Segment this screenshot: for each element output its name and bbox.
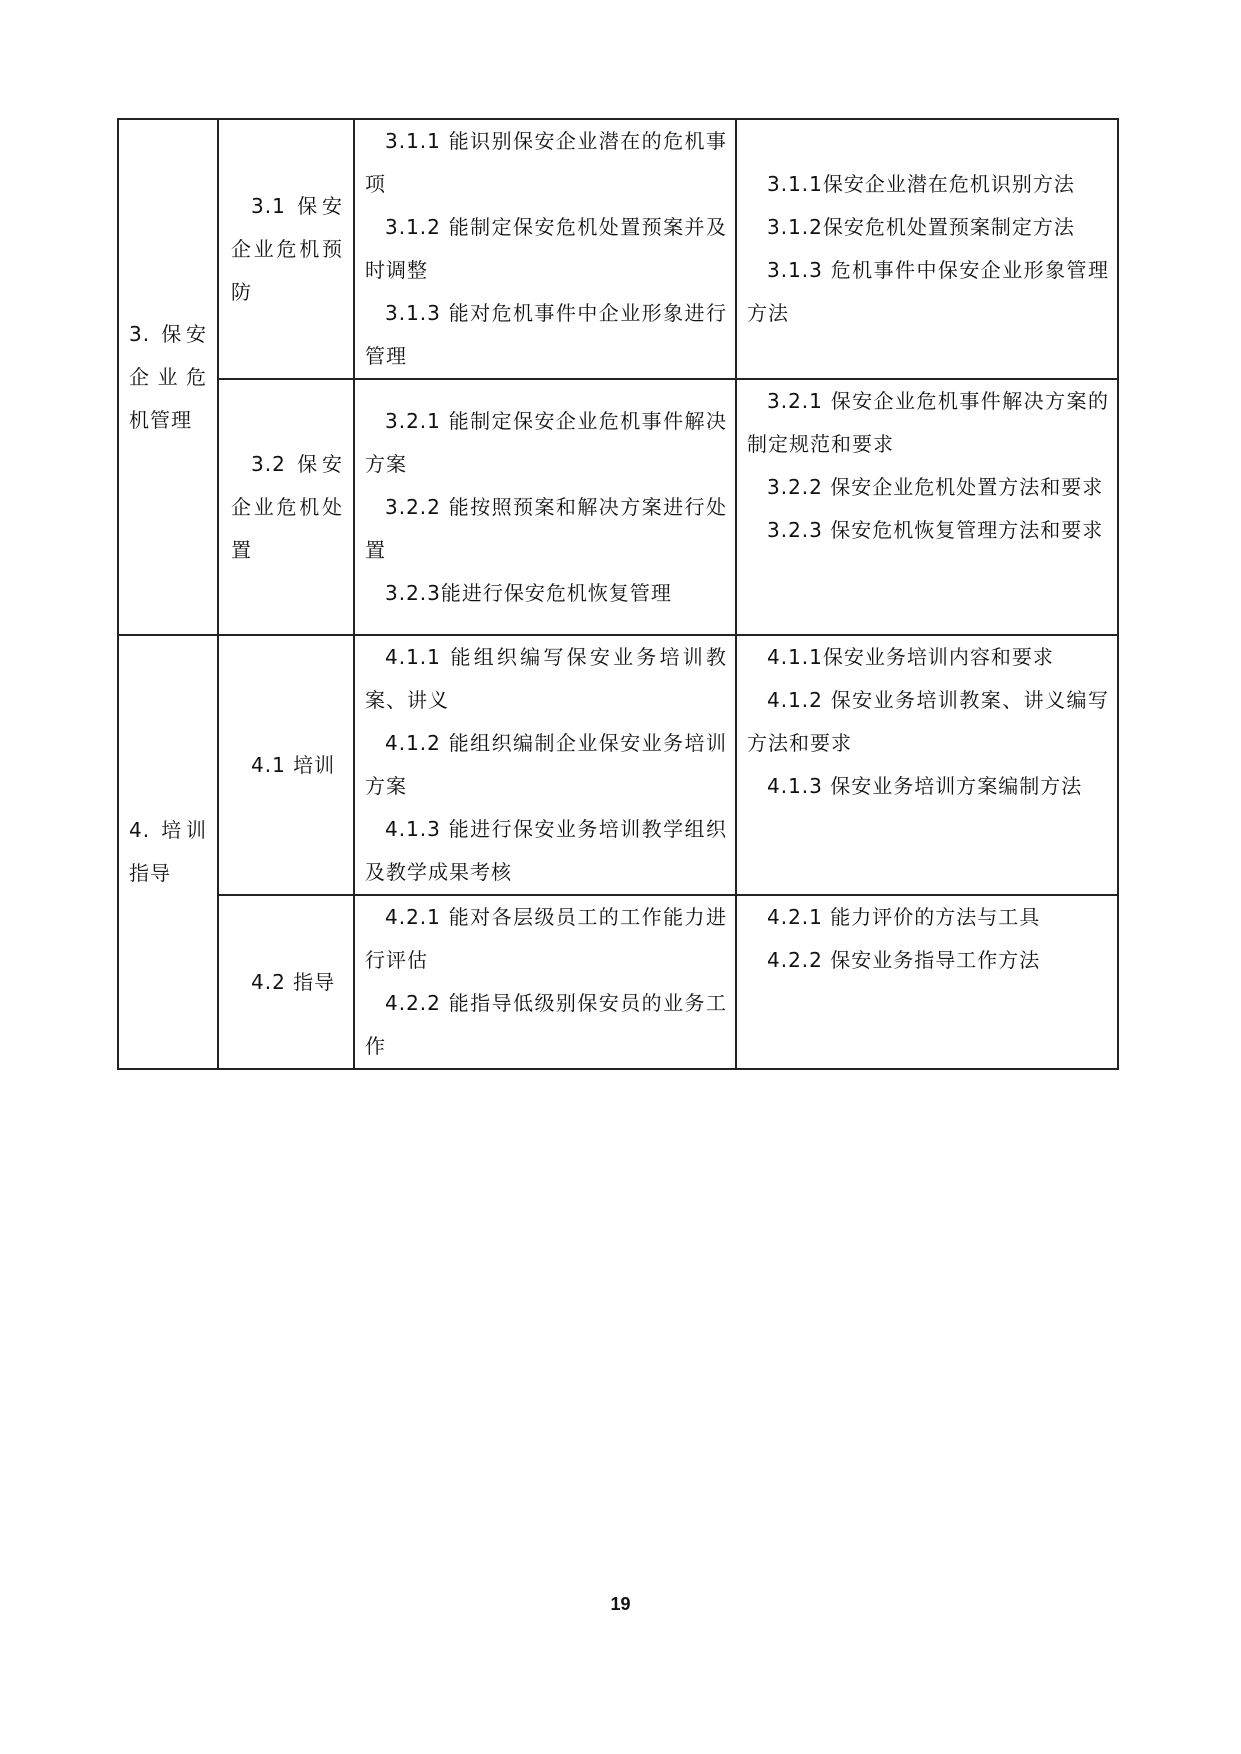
knowledge-item: 3.1.1保安企业潜在危机识别方法 xyxy=(767,172,1075,196)
subcategory-label: 4.1 培训 xyxy=(251,752,336,777)
knowledge-cell xyxy=(736,379,1118,635)
knowledge-item: 3.1.2保安危机处置预案制定方法 xyxy=(767,215,1075,239)
table-row xyxy=(118,119,1118,379)
category-cell xyxy=(118,635,218,1069)
subcategory-cell xyxy=(218,635,354,895)
category-label: 3. 保安企业危机管理 xyxy=(129,321,207,432)
table-row xyxy=(118,635,1118,895)
page-number: 19 xyxy=(610,1594,631,1614)
knowledge-cell xyxy=(736,895,1118,1069)
skill-item: 4.2.1 能对各层级员工的工作能力进行评估 xyxy=(365,905,727,972)
knowledge-item: 4.1.3 保安业务培训方案编制方法 xyxy=(767,774,1083,798)
knowledge-item: 4.2.1 能力评价的方法与工具 xyxy=(767,905,1041,929)
skill-item: 3.2.1 能制定保安企业危机事件解决方案 xyxy=(365,408,727,476)
skills-cell xyxy=(354,379,736,635)
skill-item: 3.1.3 能对危机事件中企业形象进行管理 xyxy=(365,301,727,368)
category-label: 4. 培训指导 xyxy=(129,818,207,885)
knowledge-item: 3.2.1 保安企业危机事件解决方案的制定规范和要求 xyxy=(747,389,1109,456)
knowledge-item: 3.2.2 保安企业危机处置方法和要求 xyxy=(767,475,1104,499)
skills-cell xyxy=(354,119,736,379)
knowledge-cell xyxy=(736,635,1118,895)
skills-requirements-table xyxy=(117,118,1119,1070)
subcategory-cell xyxy=(218,119,354,379)
table-row xyxy=(118,895,1118,1069)
category-cell xyxy=(118,119,218,635)
knowledge-item: 4.1.2 保安业务培训教案、讲义编写方法和要求 xyxy=(747,688,1109,755)
knowledge-item: 4.1.1保安业务培训内容和要求 xyxy=(767,645,1054,669)
subcategory-label: 4.2 指导 xyxy=(251,969,336,994)
knowledge-item: 3.1.3 危机事件中保安企业形象管理方法 xyxy=(747,258,1109,325)
subcategory-cell xyxy=(218,895,354,1069)
skill-item: 4.1.3 能进行保安业务培训教学组织及教学成果考核 xyxy=(365,817,727,884)
skill-item: 3.1.1 能识别保安企业潜在的危机事项 xyxy=(365,129,727,196)
knowledge-item: 4.2.2 保安业务指导工作方法 xyxy=(767,948,1041,972)
skill-item: 4.1.2 能组织编制企业保安业务培训方案 xyxy=(365,731,727,798)
subcategory-label: 3.2 保安企业危机处置 xyxy=(231,451,343,562)
subcategory-label: 3.1 保安企业危机预防 xyxy=(231,193,343,304)
skill-item: 4.1.1 能组织编写保安业务培训教案、讲义 xyxy=(365,645,727,712)
skill-item: 4.2.2 能指导低级别保安员的业务工作 xyxy=(365,991,727,1058)
subcategory-cell xyxy=(218,379,354,635)
skill-item: 3.1.2 能制定保安危机处置预案并及时调整 xyxy=(365,215,727,282)
skill-item: 3.2.3能进行保安危机恢复管理 xyxy=(385,580,672,605)
skills-cell xyxy=(354,895,736,1069)
skill-item: 3.2.2 能按照预案和解决方案进行处置 xyxy=(365,494,727,562)
skills-cell xyxy=(354,635,736,895)
table-row xyxy=(118,379,1118,635)
knowledge-item: 3.2.3 保安危机恢复管理方法和要求 xyxy=(767,518,1104,542)
knowledge-cell xyxy=(736,119,1118,379)
